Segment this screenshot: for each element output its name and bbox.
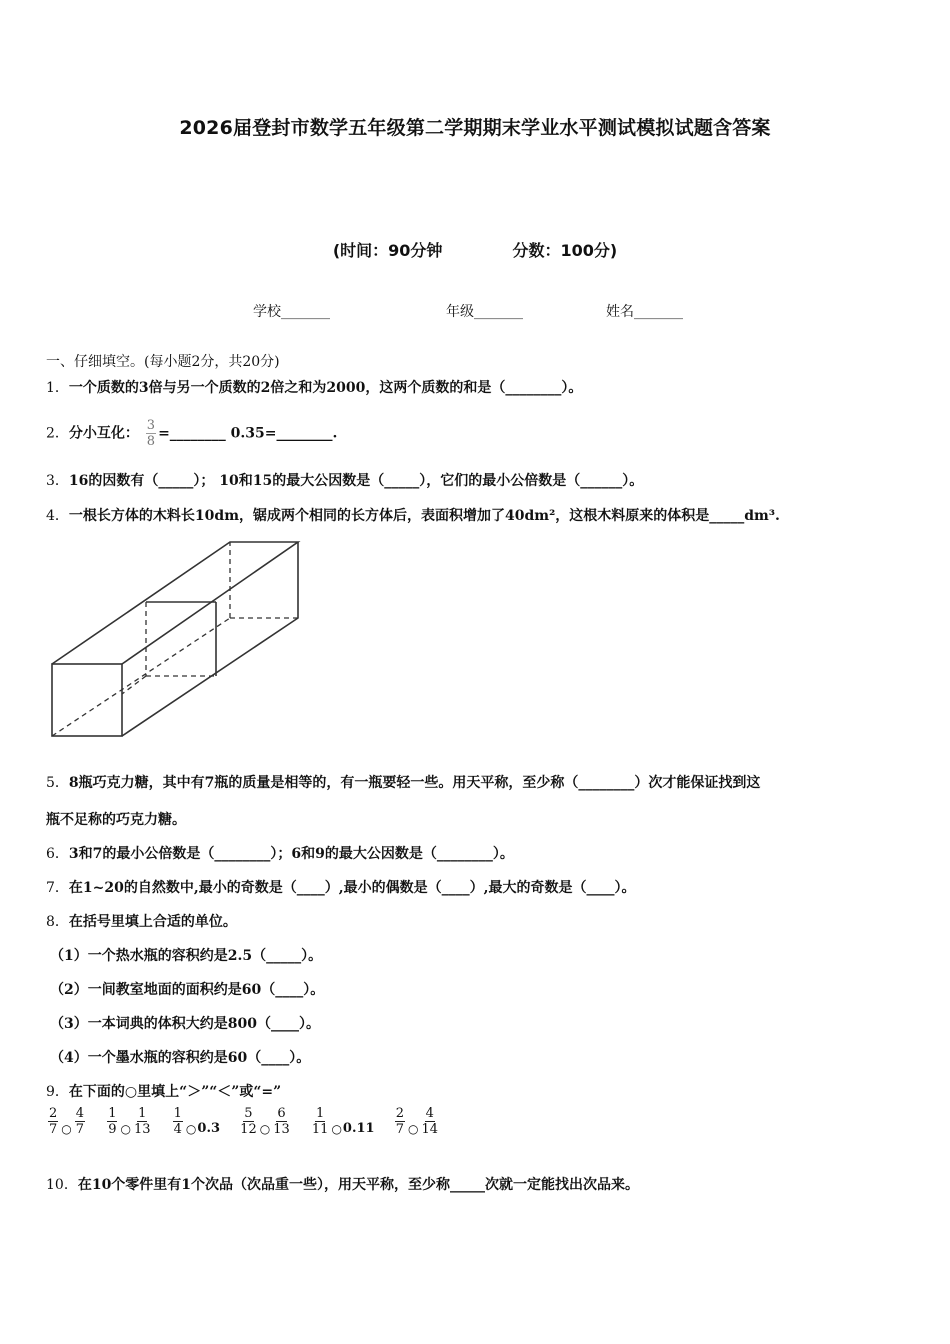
fraction — [312, 1106, 329, 1137]
question-8-sub-3: （3）一本词典的体积大约是800（____）。 — [50, 1016, 320, 1032]
question-8 — [46, 911, 237, 931]
comparison-circle[interactable]: ○ — [61, 1122, 72, 1136]
fraction — [240, 1106, 257, 1137]
fraction-denominator: 4 — [173, 1122, 182, 1137]
question-4 — [46, 505, 780, 525]
question-number: 7． — [46, 880, 69, 896]
question-number: 10． — [46, 1177, 78, 1193]
fraction-denominator: 7 — [49, 1122, 58, 1137]
page-title: 2026届登封市数学五年级第二学期期末学业水平测试模拟试题含答案 — [179, 117, 771, 139]
fraction-denominator: 7 — [75, 1122, 85, 1137]
fraction-denominator: 8 — [146, 434, 156, 449]
fraction — [173, 1106, 183, 1137]
comparison-item — [171, 1106, 220, 1137]
comparison-circle[interactable]: ○ — [331, 1122, 342, 1136]
question-8-sub-4: （4）一个墨水瓶的容积约是60（____）。 — [50, 1050, 311, 1066]
fraction-numerator: 1 — [173, 1106, 182, 1121]
comparison-value: 0.11 — [342, 1121, 375, 1136]
fraction-comparisons — [46, 1106, 454, 1137]
fraction-numerator: 3 — [146, 418, 156, 433]
question-text-rest: =________ 0.35=________. — [158, 425, 338, 442]
comparison-value: 0.3 — [197, 1121, 221, 1136]
question-8-sub-1: （1）一个热水瓶的容积约是2.5（_____）。 — [50, 948, 323, 964]
cuboid-right-face — [122, 542, 298, 736]
question-text: 一根长方体的木料长10dm，锯成两个相同的长方体后，表面积增加了40dm²，这根木料原来的体积是_____dm³. — [68, 508, 780, 524]
fraction-numerator: 4 — [425, 1106, 434, 1121]
question-text: 分小互化： — [68, 425, 139, 442]
fraction-numerator: 1 — [316, 1106, 325, 1121]
fraction-numerator: 4 — [75, 1106, 85, 1121]
fraction-numerator: 2 — [49, 1106, 58, 1121]
fraction — [422, 1106, 439, 1137]
question-number: 3． — [46, 473, 69, 489]
fraction-numerator: 1 — [108, 1106, 117, 1121]
fraction-denominator: 14 — [421, 1122, 439, 1137]
question-text: 3和7的最小公倍数是（________）；6和9的最大公因数是（________）。 — [68, 846, 514, 862]
question-text: 在括号里填上合适的单位。 — [68, 914, 237, 930]
question-number: 6． — [46, 846, 69, 862]
comparison-item — [105, 1106, 152, 1137]
question-text: 一个质数的3倍与另一个质数的2倍之和为2000，这两个质数的和是（________）。 — [68, 380, 583, 396]
question-number: 4． — [46, 508, 69, 524]
fraction — [107, 1106, 117, 1137]
fraction — [134, 1106, 151, 1137]
fraction-numerator: 2 — [395, 1106, 405, 1121]
question-5 — [46, 772, 760, 792]
fraction — [75, 1106, 85, 1137]
question-5-cont: 瓶不足称的巧克力糖。 — [46, 812, 186, 828]
question-2 — [46, 418, 337, 449]
fraction-denominator: 13 — [273, 1122, 290, 1137]
question-number: 9． — [46, 1084, 69, 1100]
question-1 — [46, 377, 582, 397]
comparison-circle[interactable]: ○ — [120, 1122, 131, 1136]
question-text: 16的因数有（_____）； 10和15的最大公因数是（_____），它们的最小公倍数是（______）。 — [68, 473, 644, 489]
comparison-item — [393, 1106, 440, 1137]
question-number: 2． — [46, 425, 69, 442]
grade-field[interactable]: 年级_______ — [446, 304, 523, 320]
fraction — [146, 418, 156, 449]
question-number: 1． — [46, 380, 69, 396]
comparison-circle[interactable]: ○ — [408, 1122, 419, 1136]
cuboid-front-face — [52, 664, 122, 736]
question-9 — [46, 1081, 281, 1101]
question-8-sub-2: （2）一间教室地面的面积约是60（____）。 — [50, 982, 325, 998]
cuboid-figure — [44, 536, 304, 742]
exam-time: (时间：90分钟 — [332, 241, 443, 260]
fraction-denominator: 9 — [108, 1122, 117, 1137]
fraction — [395, 1106, 405, 1137]
fraction-numerator: 1 — [138, 1106, 147, 1121]
question-text: 在1~20的自然数中,最小的奇数是（____）,最小的偶数是（____）,最大的奇数是（____）。 — [68, 880, 636, 896]
question-10 — [46, 1174, 639, 1194]
comparison-circle[interactable]: ○ — [185, 1122, 197, 1136]
fraction-denominator: 12 — [240, 1122, 257, 1137]
question-text: 在下面的○里填上“＞”“＜”或“=” — [68, 1084, 282, 1100]
school-field[interactable]: 学校_______ — [253, 304, 330, 320]
comparison-item — [238, 1106, 292, 1137]
cuboid-top-face — [52, 542, 298, 664]
name-field[interactable]: 姓名_______ — [606, 304, 683, 320]
fraction-denominator: 7 — [395, 1122, 405, 1137]
question-7 — [46, 877, 636, 897]
section-heading: 一、仔细填空。(每小题2分，共20分) — [46, 354, 280, 370]
exam-meta — [0, 238, 950, 261]
question-text: 在10个零件里有1个次品（次品重一些），用天平称，至少称_____次就一定能找出次品来。 — [77, 1177, 640, 1193]
question-6 — [46, 843, 514, 863]
exam-score: 分数：100分) — [512, 241, 618, 260]
question-number: 5． — [46, 775, 69, 791]
comparison-item — [46, 1106, 87, 1137]
fraction — [48, 1106, 58, 1137]
fraction-numerator: 5 — [244, 1106, 253, 1121]
question-text: 8瓶巧克力糖，其中有7瓶的质量是相等的，有一瓶要轻一些。用天平称，至少称（________）次才能保证找到这 — [68, 775, 761, 791]
fraction-denominator: 13 — [133, 1122, 151, 1137]
comparison-circle[interactable]: ○ — [259, 1122, 271, 1136]
question-number: 8． — [46, 914, 69, 930]
question-3 — [46, 470, 643, 490]
fraction-numerator: 6 — [277, 1106, 286, 1121]
fraction — [273, 1106, 290, 1137]
comparison-item — [310, 1106, 375, 1137]
fraction-denominator: 11 — [311, 1122, 329, 1137]
